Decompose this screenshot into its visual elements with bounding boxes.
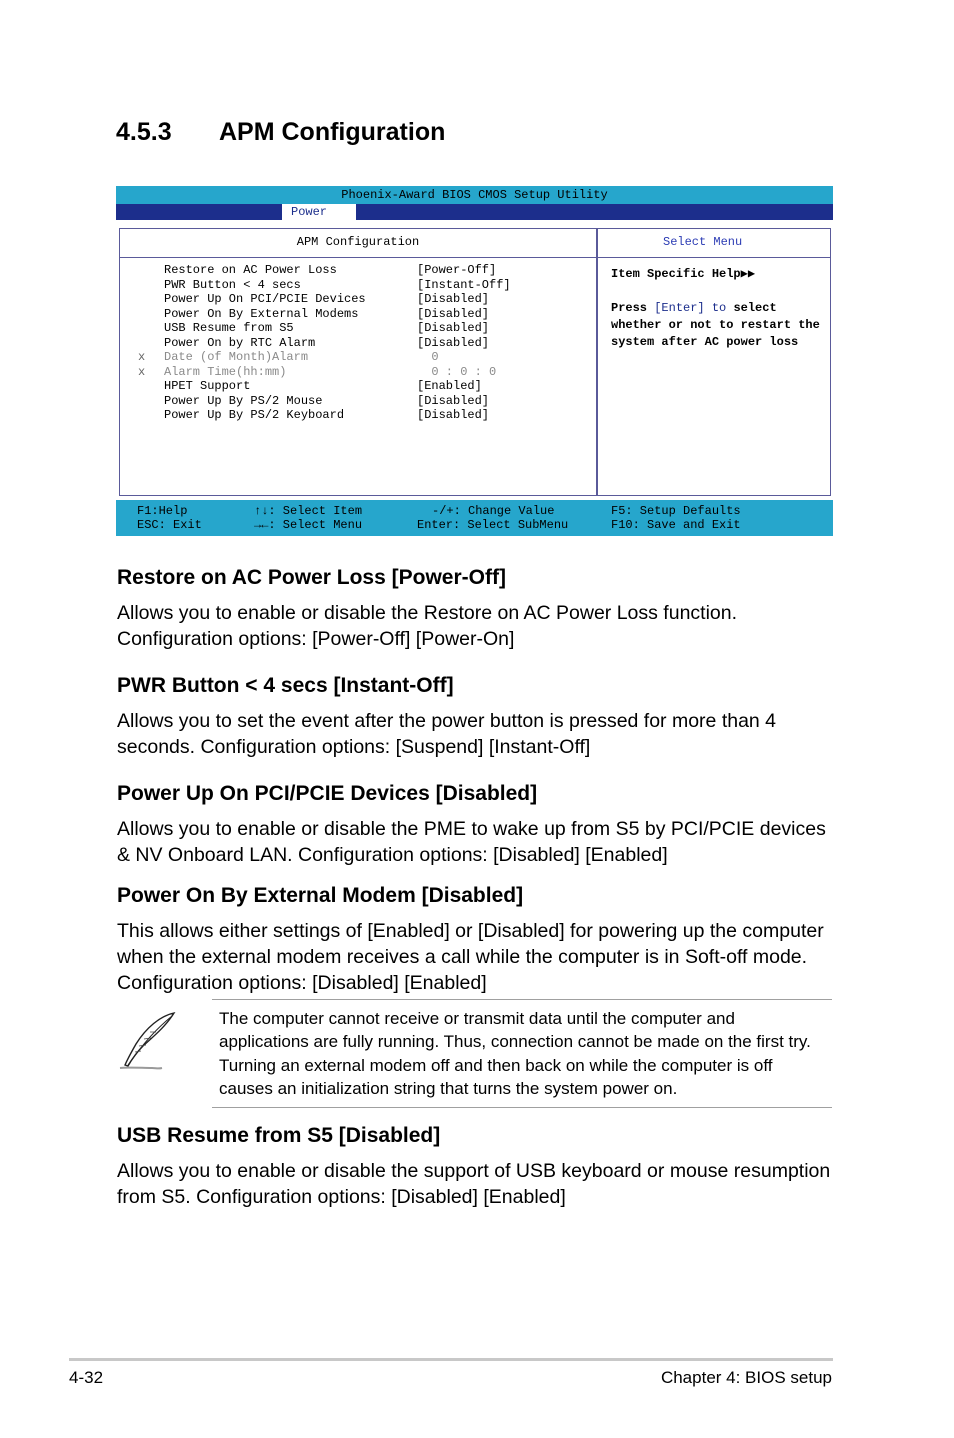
note-bottom-rule	[212, 1107, 832, 1108]
text-power-on-modem: This allows either settings of [Enabled] or [Disabled] for powering up the computer when the external modem receives a call while the computer is in Soft-off mode. Configuration options: [Disabled] [Enabled]	[117, 920, 824, 994]
bios-item-disabled-mark: x	[138, 364, 146, 379]
bios-item-disabled-mark: x	[138, 350, 146, 364]
section-number: 4.5.3	[116, 118, 172, 146]
heading-power-on-modem: Power On By External Modem [Disabled]	[117, 884, 524, 907]
bios-item-label: Power On By External Modems	[164, 306, 359, 321]
bios-item-value[interactable]: [Disabled]	[417, 335, 490, 350]
footer-rule	[69, 1358, 833, 1361]
note-text: The computer cannot receive or transmit data until the computer and applications are fully running. Thus, connection cannot be made on the first try. Turning an external modem off and then back on while the computer is off causes an initialization string that turns the system power on.	[219, 1009, 811, 1098]
bios-tab-power[interactable]: Power	[282, 204, 356, 220]
key-select-submenu: Enter: Select SubMenu	[417, 518, 569, 532]
text-restore-ac-power-loss: Allows you to enable or disable the Restore on AC Power Loss function. Configuration options: [Power-Off] [Power-On]	[117, 602, 738, 650]
bios-help-panel	[597, 228, 831, 496]
double-arrow-icon: ▶▶	[740, 267, 756, 281]
bios-item-label: Power On by RTC Alarm	[164, 335, 316, 350]
bios-settings-panel	[119, 228, 597, 496]
bios-item-label: Date (of Month)Alarm	[164, 350, 309, 364]
section-title-text: APM Configuration	[219, 118, 446, 146]
bios-item-value[interactable]: [Power-Off]	[417, 263, 497, 277]
bios-help-text	[611, 266, 821, 351]
page-number: 4-32	[69, 1368, 104, 1387]
bios-panel-title: APM Configuration	[120, 229, 596, 258]
heading-restore-ac-power-loss: Restore on AC Power Loss [Power-Off]	[117, 566, 506, 589]
bios-item-label: HPET Support	[164, 379, 251, 393]
chapter-label: Chapter 4: BIOS setup	[660, 1368, 832, 1387]
key-select-menu: →←: Select Menu	[254, 518, 363, 532]
key-change-value: -/+: Change Value	[432, 504, 555, 518]
key-select-item: ↑↓: Select Item	[254, 504, 363, 518]
key-f10-save-exit: F10: Save and Exit	[611, 518, 741, 532]
bios-item-value[interactable]: [Enabled]	[417, 379, 482, 393]
bios-screenshot	[116, 186, 833, 536]
bios-item-value[interactable]: [Disabled]	[417, 321, 490, 335]
bios-item-value[interactable]: [Disabled]	[417, 408, 490, 422]
bios-item-label: Power Up On PCI/PCIE Devices	[164, 292, 366, 306]
bios-item-value[interactable]: [Disabled]	[417, 393, 490, 408]
note-top-rule	[212, 999, 832, 1000]
text-pwr-button: Allows you to set the event after the power button is pressed for more than 4 seconds. Configuration options: [Suspend] [Instant-Off]	[117, 710, 777, 758]
bios-utility-title: Phoenix-Award BIOS CMOS Setup Utility	[116, 186, 833, 204]
text-power-up-pci: Allows you to enable or disable the PME to wake up from S5 by PCI/PCIE devices & NV Onboard LAN. Configuration options: [Disabled] [Enabled]	[117, 818, 826, 866]
bios-item-label: Restore on AC Power Loss	[164, 263, 337, 277]
key-f1-help: F1:Help	[137, 504, 188, 518]
key-esc-exit: ESC: Exit	[137, 518, 202, 532]
bios-item-value[interactable]: [Disabled]	[417, 306, 490, 321]
heading-usb-resume: USB Resume from S5 [Disabled]	[117, 1124, 441, 1147]
text-usb-resume: Allows you to enable or disable the support of USB keyboard or mouse resumption from S5. Configuration options: [Disabled] [Enabled]	[117, 1160, 831, 1208]
feather-pen-icon	[116, 1010, 178, 1072]
heading-power-up-pci: Power Up On PCI/PCIE Devices [Disabled]	[117, 782, 538, 805]
bios-menu-bar	[116, 204, 833, 220]
bios-item-value[interactable]: [Disabled]	[417, 292, 490, 306]
bios-item-label: Alarm Time(hh:mm)	[164, 364, 287, 379]
help-heading: Item Specific Help▶▶	[611, 267, 756, 281]
bios-item-value[interactable]: [Instant-Off]	[417, 277, 511, 292]
section-title	[116, 118, 445, 147]
heading-pwr-button: PWR Button < 4 secs [Instant-Off]	[117, 674, 454, 697]
bios-item-value: 0 : 0 : 0	[417, 364, 497, 379]
bios-item-label: Power Up By PS/2 Keyboard	[164, 408, 345, 422]
help-body: Press [Enter] to select whether or not to restart the system after AC power loss	[611, 301, 820, 349]
key-f5-defaults: F5: Setup Defaults	[611, 504, 741, 518]
bios-item-label: USB Resume from S5	[164, 321, 294, 335]
bios-item-value: 0	[417, 350, 439, 364]
bios-item-label: PWR Button < 4 secs	[164, 277, 301, 292]
bios-help-title: Select Menu	[598, 229, 830, 258]
bios-item-label: Power Up By PS/2 Mouse	[164, 393, 323, 408]
bios-key-legend	[116, 500, 833, 536]
